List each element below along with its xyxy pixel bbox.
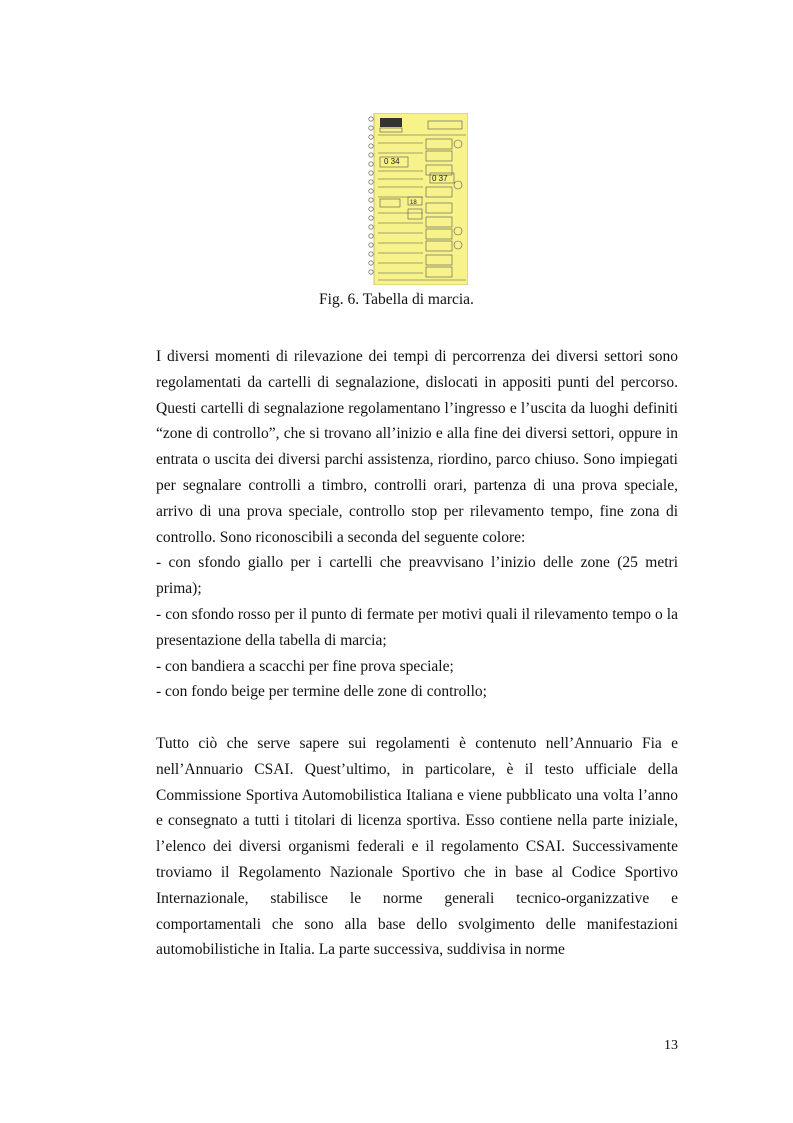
page-number: 13 (664, 1038, 678, 1053)
figure-caption: Fig. 6. Tabella di marcia. (319, 291, 474, 308)
body-text (156, 344, 678, 963)
card-label-right: 0 37 (432, 174, 448, 183)
card-label-left: 0 34 (384, 157, 400, 166)
list-item-1: - con sfondo giallo per i cartelli che preavvisano l’inizio delle zone (25 metri prima); (156, 554, 678, 598)
list-item-3: - con bandiera a scacchi per fine prova speciale; (156, 657, 454, 675)
tabella-di-marcia-card-icon (368, 113, 468, 285)
paragraph-gap (156, 705, 678, 731)
card-label-mid: 18 (410, 200, 417, 206)
paragraph-2: Tutto ciò che serve sapere sui regolamenti è contenuto nell’Annuario Fia e nell’Annuario CSAI. Quest’ultimo, in particolare, è il testo ufficiale della Commissione Sportiva Automobilistica Italiana e viene pubblicato una volta l’anno e consegnato a tutti i titolari di licenza sportiva. Esso contiene nella parte iniziale, l’elenco dei diversi organismi federali e il regolamento CSAI. Successivamente troviamo il Regolamento Nazionale Sportivo che in base al Codice Sportivo Internazionale, stabilisce le norme generali tecnico-organizzative e comportamentali che sono alla base dello svolgimento delle manifestazioni automobilistiche in Italia. La parte successiva, suddivisa in norme (156, 734, 678, 959)
list-item-4: - con fondo beige per termine delle zone di controllo; (156, 683, 487, 701)
figure-tabella-di-marcia (368, 113, 468, 285)
paragraph-1: I diversi momenti di rilevazione dei tempi di percorrenza dei diversi settori sono regolamentati da cartelli di segnalazione, dislocati in appositi punti del percorso. Questi cartelli di segnalazione regolamentano l’ingresso e l’uscita da luoghi definiti “zone di controllo”, che si trovano all’inizio e alla fine dei diversi settori, oppure in entrata o uscita dei diversi parchi assistenza, riordino, parco chiuso. Sono impiegati per segnalare controlli a timbro, controlli orari, partenza di una prova speciale, arrivo di una prova speciale, controllo stop per rilevamento tempo, fine zona di controllo. Sono riconoscibili a seconda del seguente colore: (156, 348, 678, 546)
list-item-2: - con sfondo rosso per il punto di fermate per motivi quali il rilevamento tempo o la presentazione della tabella di marcia; (156, 605, 678, 649)
